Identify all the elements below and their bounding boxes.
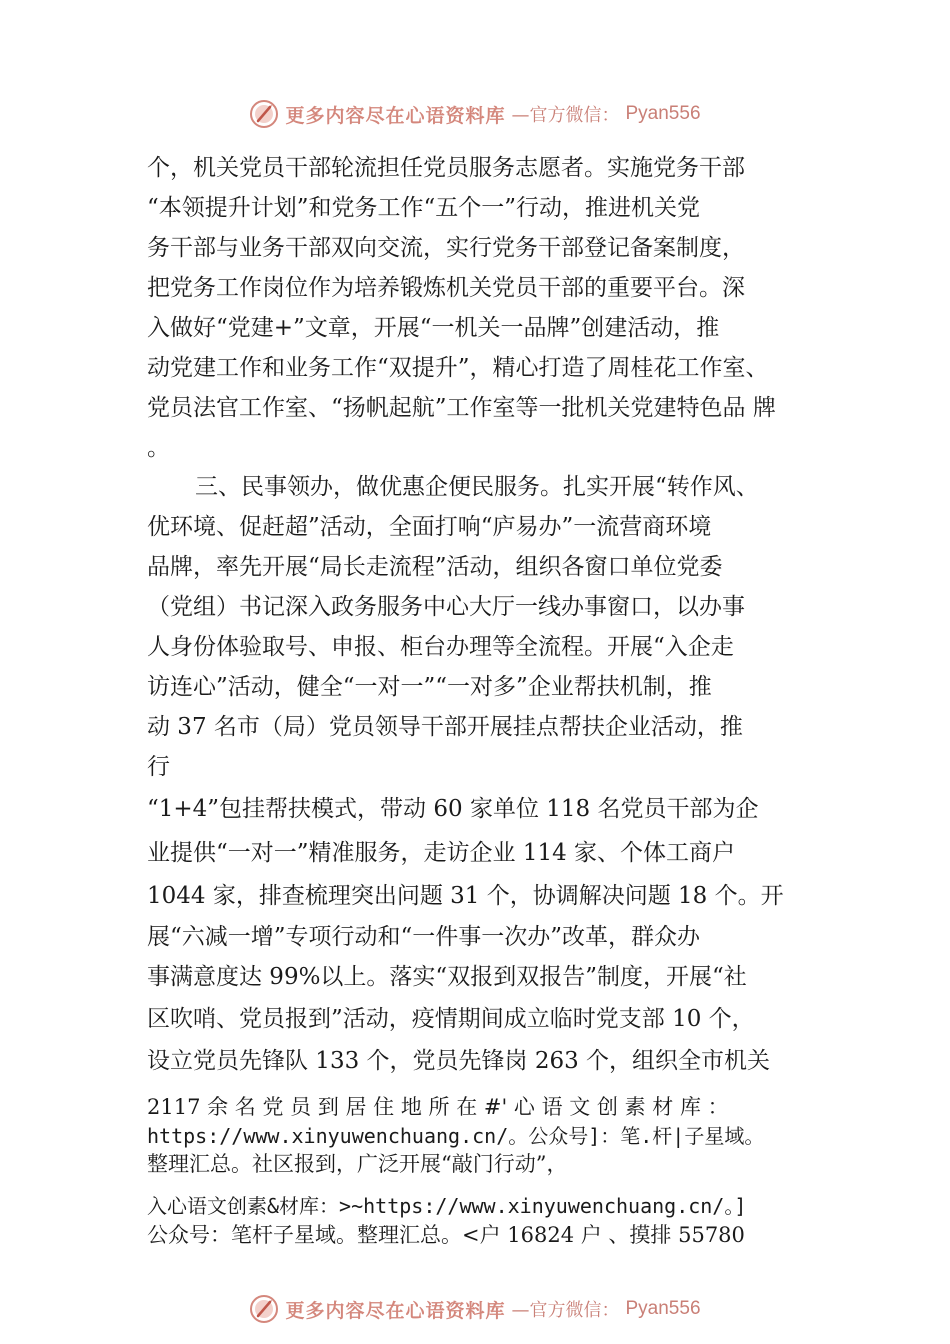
text-line: 入心语文创素&材库：>~https://www.xinyuwenchuang.cn/。]: [147, 1194, 747, 1218]
text-line: 整理汇总。社区报到，广泛开展“敲门行动”，: [147, 1152, 568, 1176]
brand-logo-icon: [249, 99, 279, 129]
text-line: 个，机关党员干部轮流担任党员服务志愿者。实施党务干部: [147, 155, 745, 181]
banner-main-text: 更多内容尽在心语资料库: [285, 1299, 506, 1322]
text-line: 。: [147, 435, 170, 461]
text-line: 品牌，率先开展“局长走流程”活动，组织各窗口单位党委: [147, 554, 723, 580]
header-banner: [0, 94, 950, 134]
text-line: 1044 家，排查梳理突出问题 31 个，协调解决问题 18 个。开: [147, 883, 784, 909]
text-line: 动党建工作和业务工作“双提升”，精心打造了周桂花工作室、: [147, 355, 769, 381]
text-line: https://www.xinyuwenchuang.cn/。公众号]：笔.杆|子星域。: [147, 1124, 765, 1148]
text-line: 动 37 名市（局）党员领导干部开展挂点帮扶企业活动，推: [147, 714, 743, 740]
text-line: 人身份体验取号、申报、柜台办理等全流程。开展“入企走: [147, 634, 734, 660]
text-line: 事满意度达 99%以上。落实“双报到双报告”制度，开展“社: [147, 964, 747, 990]
text-line: 业提供“一对一”精准服务，走访企业 114 家、个体工商户: [147, 840, 736, 866]
banner-sub-text: —官方微信：: [511, 105, 620, 126]
text-line: 行: [147, 754, 170, 780]
brand-logo-icon: [249, 1294, 279, 1324]
text-line: 展“六减一增”专项行动和“一件事一次办”改革，群众办: [147, 924, 701, 950]
text-line: “1+4”包挂帮扶模式，带动 60 家单位 118 名党员干部为企: [147, 796, 759, 822]
banner-main-text: 更多内容尽在心语资料库: [285, 104, 506, 127]
text-line: 三、民事领办，做优惠企便民服务。扎实开展“转作风、: [195, 474, 759, 500]
text-line: 务干部与业务干部双向交流，实行党务干部登记备案制度，: [147, 235, 745, 261]
text-line: 访连心”活动，健全“一对一”“一对多”企业帮扶机制，推: [147, 674, 712, 700]
text-line: 2117 余 名 党 员 到 居 住 地 所 在 #' 心 语 文 创 素 材 库 ：: [147, 1095, 729, 1119]
text-line: “本领提升计划”和党务工作“五个一”行动，推进机关党: [147, 195, 701, 221]
text-line: 入做好“党建+”文章，开展“一机关一品牌”创建活动，推: [147, 315, 720, 341]
text-line: 优环境、促赶超”活动，全面打响“庐易办”一流营商环境: [147, 514, 712, 540]
text-line: 设立党员先锋队 133 个，党员先锋岗 263 个，组织全市机关: [147, 1048, 771, 1074]
text-line: 党员法官工作室、“扬帆起航”工作室等一批机关党建特色品 牌: [147, 395, 776, 421]
banner-sub-text: —官方微信：: [511, 1300, 620, 1321]
text-line: （党组）书记深入政务服务中心大厅一线办事窗口，以办事: [147, 594, 745, 620]
banner-wechat-id: Pyan556: [625, 1298, 701, 1319]
text-line: 区吹哨、党员报到”活动，疫情期间成立临时党支部 10 个，: [147, 1006, 755, 1032]
text-line: 把党务工作岗位作为培养锻炼机关党员干部的重要平台。深: [147, 275, 745, 301]
text-line: 公众号：笔杆子星域。整理汇总。<户 16824 户 、摸排 55780: [147, 1223, 745, 1247]
banner-wechat-id: Pyan556: [625, 103, 701, 124]
footer-banner: [0, 1289, 950, 1329]
